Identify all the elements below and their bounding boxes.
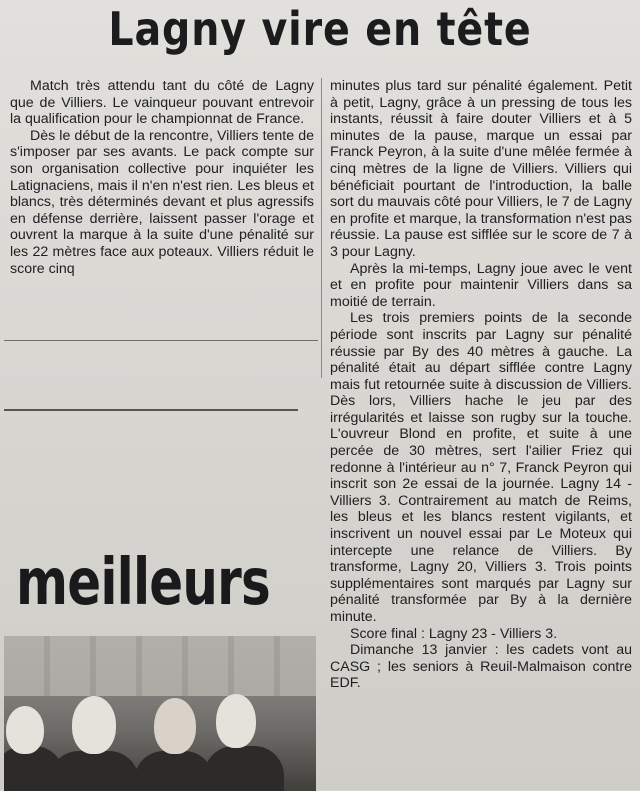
photo-person bbox=[204, 746, 284, 791]
headline: Lagny vire en tête bbox=[108, 2, 532, 56]
photo-person bbox=[134, 751, 214, 791]
paragraph: Match très attendu tant du côté de Lagny que de Villiers. Le vainqueur pouvant entrevoir la qualification pour le championnat de France. bbox=[10, 78, 314, 128]
photo-person-head bbox=[154, 698, 196, 754]
paragraph: Dès le début de la rencontre, Villiers tente de s'imposer par ses avants. Le pack compte sur son organisation collective pour inquiéter les Latignaciens, mais il n'en n'est rien. Les bleus et blancs, très déterminés devant et plus agressifs en défense derrière, laissent passer l'orage et ouvrent la marque à la suite d'une pénalité sur les 22 mètres face aux poteaux. Villiers réduit le score cinq bbox=[10, 127, 314, 277]
sidebar-rule bbox=[4, 409, 298, 411]
column-divider bbox=[321, 78, 322, 378]
article-column-right bbox=[330, 78, 632, 692]
sidebar-article bbox=[4, 340, 318, 791]
paragraph: Dimanche 13 janvier : les cadets vont au CASG ; les seniors à Reuil-Malmaison contre EDF. bbox=[330, 642, 632, 692]
photo-person-head bbox=[6, 706, 44, 754]
paragraph: Score final : Lagny 23 - Villiers 3. bbox=[350, 625, 558, 642]
photo-background bbox=[4, 636, 316, 696]
paragraph: Après la mi-temps, Lagny joue avec le vent et en profite pour maintenir Villiers dans sa moitié de terrain. bbox=[330, 260, 632, 310]
paragraph: Les trois premiers points de la seconde période sont inscrits par Lagny sur pénalité réussie par By des 40 mètres à gauche. La pénalité était au départ sifflée contre Lagny mais fut retournée suite à discussion de Villiers. Dès lors, Villiers hache le jeu par des irrégularités et laisse son rugby sur la touche. L'ouvreur Blond en profite, et suite à une percée de 30 mètres, sert l'ailier Friez qui redonne à l'intérieur au n° 7, Franck Peyron qui inscrit son 2e essai de la journée. Lagny 14 - Villiers 3. Contrairement au match de Reims, les bleus et les blancs restent vigilants, et inscrivent un nouvel essai par Le Moteux qui intercepte une relance de Villiers. By transforme, Lagny 20, Villiers 3. Trois points supplémentaires sont marqués par Lagny sur pénalité transformée par By à la dernière minute. bbox=[330, 310, 632, 625]
group-photo bbox=[4, 636, 316, 791]
photo-person bbox=[49, 751, 139, 791]
photo-person-head bbox=[216, 694, 256, 748]
article-column-left bbox=[10, 78, 314, 277]
paragraph: minutes plus tard sur pénalité également. Petit à petit, Lagny, grâce à un pressing de tous les instants, réussit à faire douter Villiers et à 5 minutes de la pause, marque un essai par Franck Peyron, à la suite d'une mêlée fermée à cinq mètres de la ligne de Villiers. Villiers qui bénéficiait pourtant de l'introduction, la balle sort du mauvais côté pour Villiers, le 7 de Lagny en profite et marque, la transformation n'est pas réussie. La pause est sifflée sur le score de 7 à 3 pour Lagny. bbox=[330, 78, 632, 260]
sidebar-kicker: meilleurs bbox=[16, 546, 270, 620]
photo-person-head bbox=[72, 696, 116, 754]
